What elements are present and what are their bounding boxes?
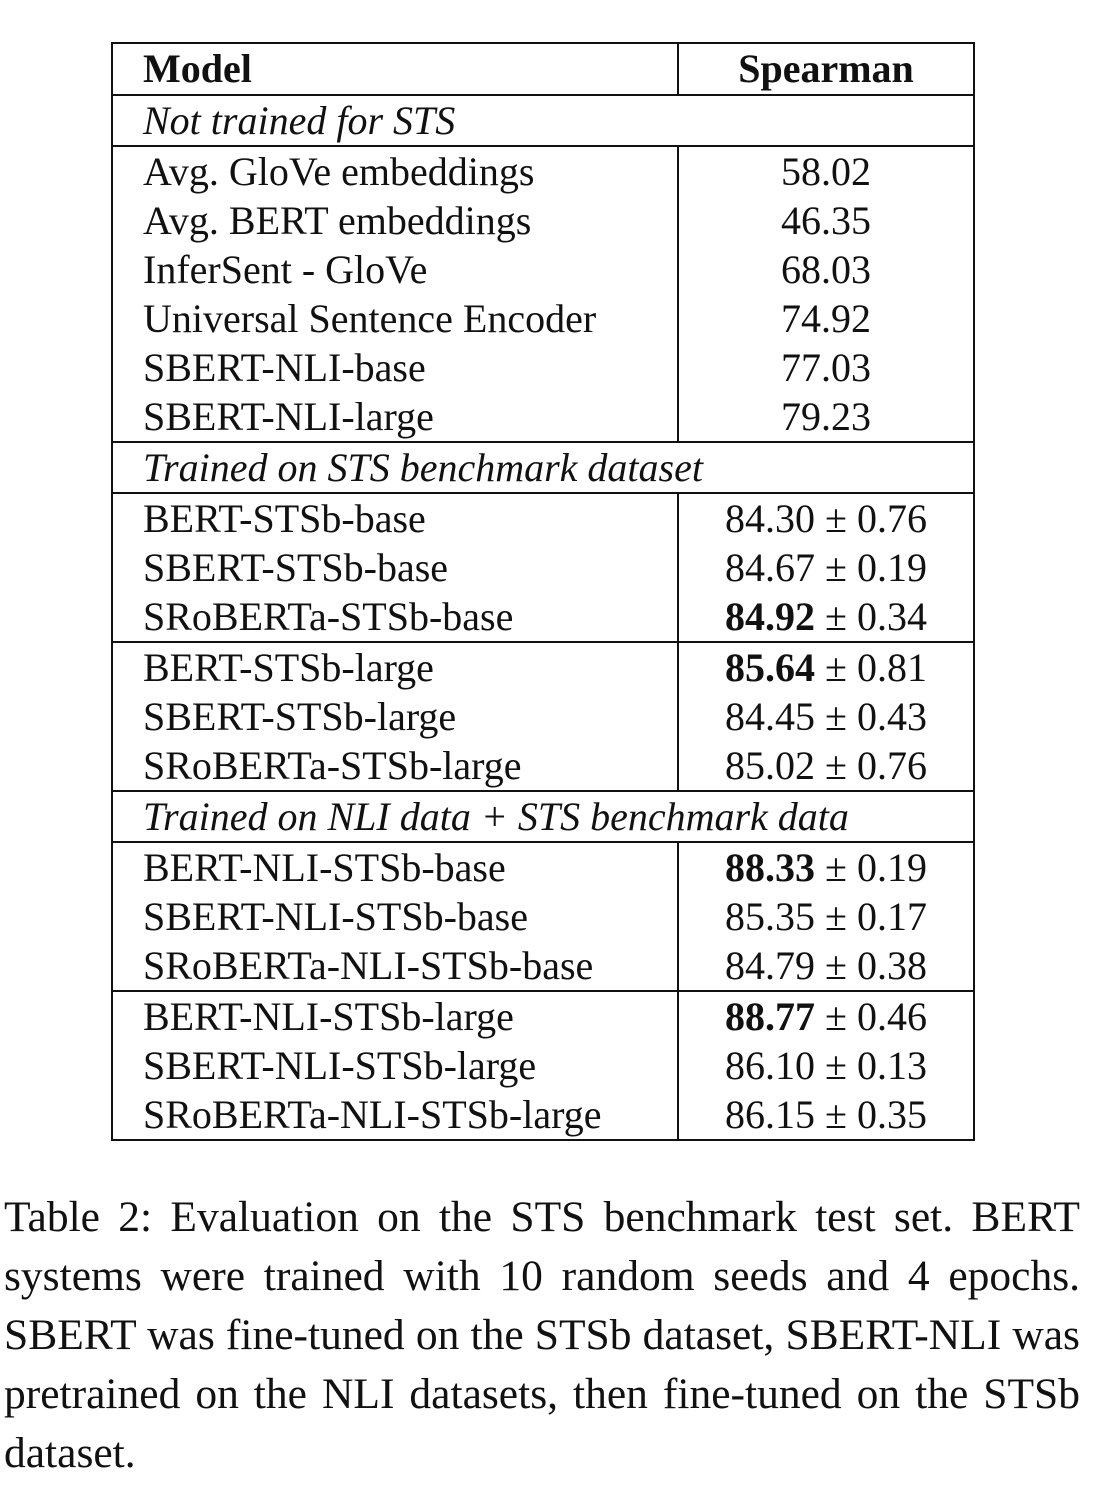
model-name-cell: SBERT-NLI-base bbox=[112, 343, 678, 392]
table-row bbox=[112, 892, 974, 941]
table-row bbox=[112, 991, 974, 1041]
spearman-value: 88.33 bbox=[725, 844, 816, 890]
header-model: Model bbox=[112, 43, 678, 95]
spearman-cell bbox=[678, 692, 974, 741]
table-row bbox=[112, 245, 974, 294]
spearman-value: 86.15 bbox=[725, 1091, 816, 1137]
table-row bbox=[112, 941, 974, 991]
spearman-cell bbox=[678, 294, 974, 343]
table-row bbox=[112, 543, 974, 592]
spearman-std: ± 0.19 bbox=[825, 544, 927, 590]
spearman-cell bbox=[678, 146, 974, 196]
table-caption: Table 2: Evaluation on the STS benchmark test set. BERT systems were trained with 10 random seeds and 4 epochs. SBERT was fine-tuned on the STSb dataset, SBERT-NLI was pretrained on the NLI datasets, then fine-tuned on the STSb dataset. bbox=[4, 1193, 1080, 1477]
model-name-cell: SBERT-STSb-large bbox=[112, 692, 678, 741]
spearman-value: 79.23 bbox=[781, 393, 871, 439]
spearman-value: 84.79 bbox=[725, 942, 816, 988]
spearman-cell bbox=[678, 941, 974, 991]
header-spearman: Spearman bbox=[678, 43, 974, 95]
model-name-cell: InferSent - GloVe bbox=[112, 245, 678, 294]
spearman-cell bbox=[678, 741, 974, 791]
spearman-value: 84.92 bbox=[725, 593, 816, 639]
spearman-value: 84.45 bbox=[725, 693, 816, 739]
spearman-std: ± 0.34 bbox=[825, 593, 927, 639]
table-row bbox=[112, 392, 974, 442]
header-row bbox=[112, 43, 974, 95]
spearman-cell bbox=[678, 343, 974, 392]
spearman-cell bbox=[678, 642, 974, 692]
table-row bbox=[112, 1090, 974, 1140]
spearman-value: 86.10 bbox=[725, 1042, 816, 1088]
spearman-std: ± 0.43 bbox=[825, 693, 927, 739]
spearman-std: ± 0.76 bbox=[825, 742, 927, 788]
table-row bbox=[112, 741, 974, 791]
table-row bbox=[112, 692, 974, 741]
spearman-std: ± 0.19 bbox=[825, 844, 927, 890]
model-name-cell: SBERT-NLI-STSb-base bbox=[112, 892, 678, 941]
spearman-value: 74.92 bbox=[781, 295, 871, 341]
spearman-cell bbox=[678, 1090, 974, 1140]
section-row bbox=[112, 442, 974, 493]
results-table bbox=[111, 42, 975, 1141]
section-title: Not trained for STS bbox=[112, 95, 974, 146]
model-name-cell: BERT-NLI-STSb-large bbox=[112, 991, 678, 1041]
spearman-cell bbox=[678, 543, 974, 592]
section-row bbox=[112, 791, 974, 842]
table-row bbox=[112, 592, 974, 642]
spearman-cell bbox=[678, 892, 974, 941]
spearman-value: 84.30 bbox=[725, 495, 816, 541]
spearman-cell bbox=[678, 842, 974, 892]
spearman-cell bbox=[678, 1041, 974, 1090]
table-row bbox=[112, 196, 974, 245]
table-row bbox=[112, 343, 974, 392]
model-name-cell: SBERT-NLI-STSb-large bbox=[112, 1041, 678, 1090]
spearman-cell bbox=[678, 592, 974, 642]
spearman-std: ± 0.13 bbox=[825, 1042, 927, 1088]
model-name-cell: Avg. BERT embeddings bbox=[112, 196, 678, 245]
spearman-value: 88.77 bbox=[725, 993, 816, 1039]
spearman-std: ± 0.35 bbox=[825, 1091, 927, 1137]
spearman-cell bbox=[678, 991, 974, 1041]
spearman-std: ± 0.46 bbox=[825, 993, 927, 1039]
model-name-cell: SBERT-STSb-base bbox=[112, 543, 678, 592]
table-row bbox=[112, 146, 974, 196]
table-row bbox=[112, 493, 974, 543]
model-name-cell: SRoBERTa-NLI-STSb-base bbox=[112, 941, 678, 991]
spearman-cell bbox=[678, 245, 974, 294]
spearman-std: ± 0.38 bbox=[825, 942, 927, 988]
spearman-value: 46.35 bbox=[781, 197, 871, 243]
spearman-value: 58.02 bbox=[781, 148, 871, 194]
spearman-std: ± 0.76 bbox=[825, 495, 927, 541]
model-name-cell: BERT-STSb-base bbox=[112, 493, 678, 543]
model-name-cell: BERT-NLI-STSb-base bbox=[112, 842, 678, 892]
section-title: Trained on NLI data + STS benchmark data bbox=[112, 791, 974, 842]
table-row bbox=[112, 842, 974, 892]
table-body bbox=[112, 95, 974, 1140]
model-name-cell: SRoBERTa-STSb-base bbox=[112, 592, 678, 642]
spearman-value: 68.03 bbox=[781, 246, 871, 292]
spearman-std: ± 0.81 bbox=[825, 644, 927, 690]
model-name-cell: Universal Sentence Encoder bbox=[112, 294, 678, 343]
model-name-cell: BERT-STSb-large bbox=[112, 642, 678, 692]
section-row bbox=[112, 95, 974, 146]
spearman-value: 77.03 bbox=[781, 344, 871, 390]
spearman-std: ± 0.17 bbox=[825, 893, 927, 939]
model-name-cell: SRoBERTa-NLI-STSb-large bbox=[112, 1090, 678, 1140]
spearman-cell bbox=[678, 493, 974, 543]
model-name-cell: SBERT-NLI-large bbox=[112, 392, 678, 442]
table-row bbox=[112, 642, 974, 692]
model-name-cell: SRoBERTa-STSb-large bbox=[112, 741, 678, 791]
table-header bbox=[112, 43, 974, 95]
spearman-value: 85.02 bbox=[725, 742, 816, 788]
section-title: Trained on STS benchmark dataset bbox=[112, 442, 974, 493]
spearman-cell bbox=[678, 196, 974, 245]
spearman-cell bbox=[678, 392, 974, 442]
model-name-cell: Avg. GloVe embeddings bbox=[112, 146, 678, 196]
spearman-value: 85.64 bbox=[725, 644, 816, 690]
table-row bbox=[112, 294, 974, 343]
spearman-value: 85.35 bbox=[725, 893, 816, 939]
spearman-value: 84.67 bbox=[725, 544, 816, 590]
table-row bbox=[112, 1041, 974, 1090]
